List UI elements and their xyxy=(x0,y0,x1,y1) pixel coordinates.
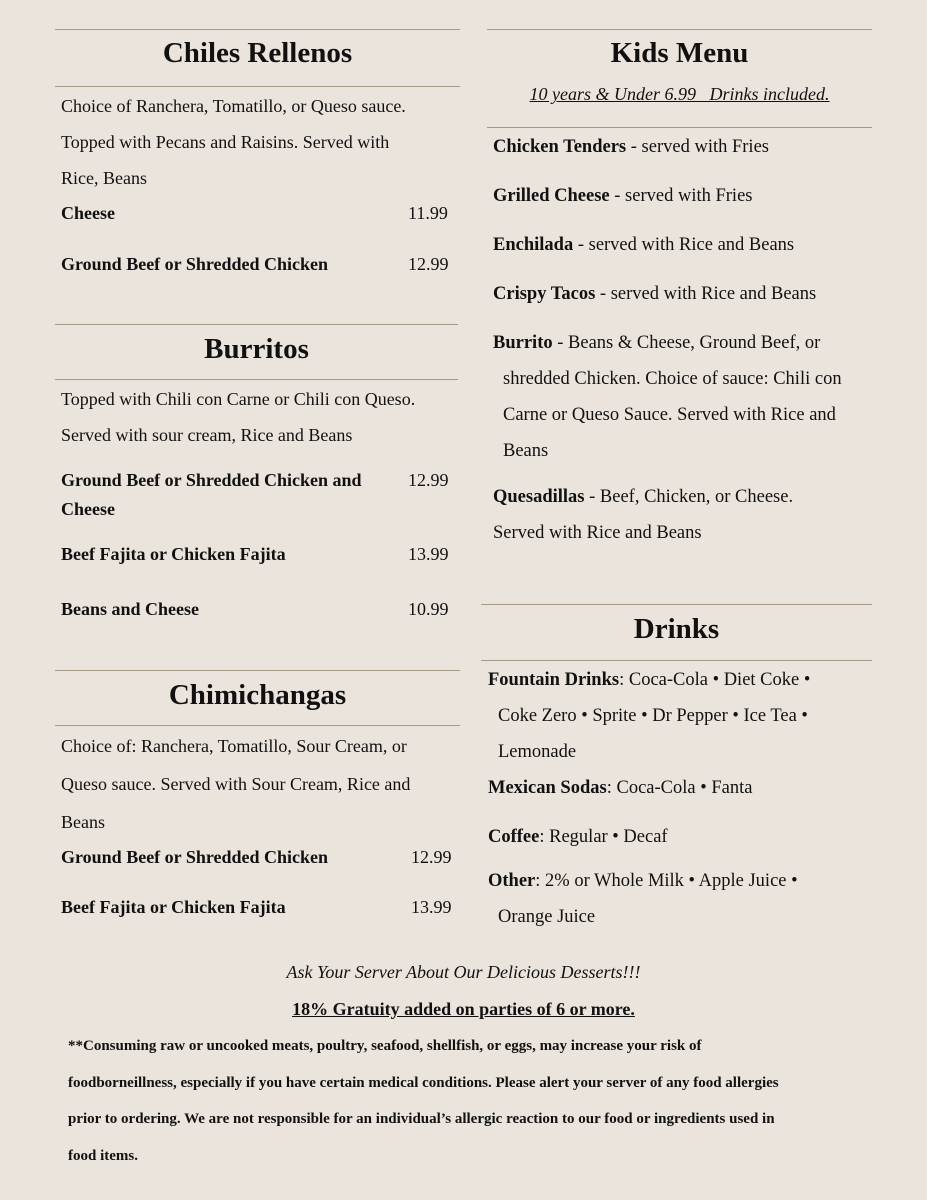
section-title-burritos: Burritos xyxy=(204,333,309,365)
divider xyxy=(487,127,872,128)
menu-item-name: Beans and Cheese xyxy=(61,599,200,619)
desc-line: Topped with Pecans and Raisins. Served with xyxy=(61,132,390,152)
notice-line: **Consuming raw or uncooked meats, poultry, seafood, shellfish, or eggs, may increase your risk of xyxy=(68,1038,702,1054)
kids-subtitle: 10 years & Under 6.99 Drinks included. xyxy=(529,84,830,104)
kids-item-desc: - Beans & Cheese, Ground Beef, or xyxy=(552,333,821,353)
food-safety-notice xyxy=(68,1028,868,1174)
section-title-chiles-rellenos: Chiles Rellenos xyxy=(162,37,353,69)
desc-line: Choice of: Ranchera, Tomatillo, Sour Cream, or xyxy=(61,736,407,756)
menu-item-price: 12.99 xyxy=(408,470,449,490)
desc-line: Rice, Beans xyxy=(61,168,147,188)
drinks-text: : Regular • Decaf xyxy=(539,827,668,847)
kids-item xyxy=(493,129,769,165)
menu-item-name: Ground Beef or Shredded Chicken xyxy=(61,254,329,274)
kids-item-desc: - served with Fries xyxy=(609,186,753,206)
menu-item-price: 10.99 xyxy=(408,599,449,619)
kids-item-desc-line: Served with Rice and Beans xyxy=(493,523,702,543)
kids-item-name: Chicken Tenders xyxy=(493,137,627,157)
divider xyxy=(487,29,872,30)
chiles-description xyxy=(61,88,461,196)
kids-item-desc: - served with Rice and Beans xyxy=(595,284,817,304)
divider xyxy=(481,660,872,661)
divider xyxy=(55,725,460,726)
drinks-coffee xyxy=(488,819,668,855)
kids-item-desc-line: Carne or Queso Sauce. Served with Rice and xyxy=(503,405,836,425)
divider xyxy=(55,379,458,380)
kids-item-desc: - served with Rice and Beans xyxy=(573,235,795,255)
drinks-text: : 2% or Whole Milk • Apple Juice • xyxy=(535,871,798,891)
divider xyxy=(55,324,458,325)
drinks-other xyxy=(488,863,873,935)
drinks-text-line: Lemonade xyxy=(498,742,577,762)
menu-item-name: Cheese xyxy=(61,203,115,223)
menu-item-price: 12.99 xyxy=(408,254,449,274)
desc-line: Served with sour cream, Rice and Beans xyxy=(61,425,353,445)
divider xyxy=(481,604,872,605)
kids-item-name: Burrito xyxy=(493,333,553,353)
kids-item-name: Enchilada xyxy=(493,235,574,255)
section-title-kids-menu: Kids Menu xyxy=(610,37,749,69)
section-title-chimichangas: Chimichangas xyxy=(168,679,347,711)
menu-item-name: Ground Beef or Shredded Chicken and Cheese xyxy=(61,470,362,519)
desc-line: Queso sauce. Served with Sour Cream, Rice and xyxy=(61,774,411,794)
menu-item-name: Ground Beef or Shredded Chicken xyxy=(61,847,329,867)
kids-item xyxy=(493,227,794,263)
chimichangas-description xyxy=(61,727,461,841)
drinks-fountain xyxy=(488,662,873,770)
divider xyxy=(55,670,460,671)
desc-line: Choice of Ranchera, Tomatillo, or Queso sauce. xyxy=(61,96,406,116)
notice-line: prior to ordering. We are not responsible for an individual’s allergic reaction to our food or ingredients used in xyxy=(68,1111,775,1127)
notice-line: food items. xyxy=(68,1147,138,1164)
menu-item-name: Beef Fajita or Chicken Fajita xyxy=(61,897,286,917)
gratuity-note: 18% Gratuity added on parties of 6 or more. xyxy=(292,999,635,1019)
desc-line: Topped with Chili con Carne or Chili con Queso. xyxy=(61,389,416,409)
menu-item-name: Beef Fajita or Chicken Fajita xyxy=(61,544,286,564)
kids-item-name: Crispy Tacos xyxy=(493,284,596,304)
kids-item-desc: - served with Fries xyxy=(626,137,769,157)
kids-item xyxy=(493,276,816,312)
drinks-label: Fountain Drinks xyxy=(488,670,620,690)
kids-item-desc: - Beef, Chicken, or Cheese. xyxy=(584,487,794,507)
kids-item-desc-line: Beans xyxy=(503,441,549,461)
desserts-note: Ask Your Server About Our Delicious Desserts!!! xyxy=(286,962,641,982)
kids-item xyxy=(493,479,873,551)
divider xyxy=(55,29,460,30)
menu-item-price: 13.99 xyxy=(408,544,449,564)
burritos-description xyxy=(61,381,461,453)
drinks-label: Coffee xyxy=(488,827,540,847)
drinks-text-line: Orange Juice xyxy=(498,907,596,927)
kids-item-desc-line: shredded Chicken. Choice of sauce: Chili con xyxy=(503,369,842,389)
menu-item-price: 13.99 xyxy=(411,897,452,917)
menu-item-price: 11.99 xyxy=(408,203,448,223)
drinks-text-line: Coke Zero • Sprite • Dr Pepper • Ice Tea • xyxy=(498,706,808,726)
kids-item xyxy=(493,178,752,214)
drinks-label: Other xyxy=(488,871,536,891)
drinks-text: : Coca-Cola • Fanta xyxy=(606,778,753,798)
drinks-text: : Coca-Cola • Diet Coke • xyxy=(619,670,811,690)
menu-item-price: 12.99 xyxy=(411,847,452,867)
notice-line: foodborneillness, especially if you have certain medical conditions. Please alert your server of any food allergies xyxy=(68,1074,779,1091)
kids-item-name: Grilled Cheese xyxy=(493,186,610,206)
drinks-mexican xyxy=(488,770,752,806)
drinks-label: Mexican Sodas xyxy=(488,778,607,798)
kids-item xyxy=(493,325,873,469)
section-title-drinks: Drinks xyxy=(633,613,720,645)
desc-line: Beans xyxy=(61,812,105,832)
divider xyxy=(55,86,460,87)
kids-item-name: Quesadillas xyxy=(493,487,585,507)
